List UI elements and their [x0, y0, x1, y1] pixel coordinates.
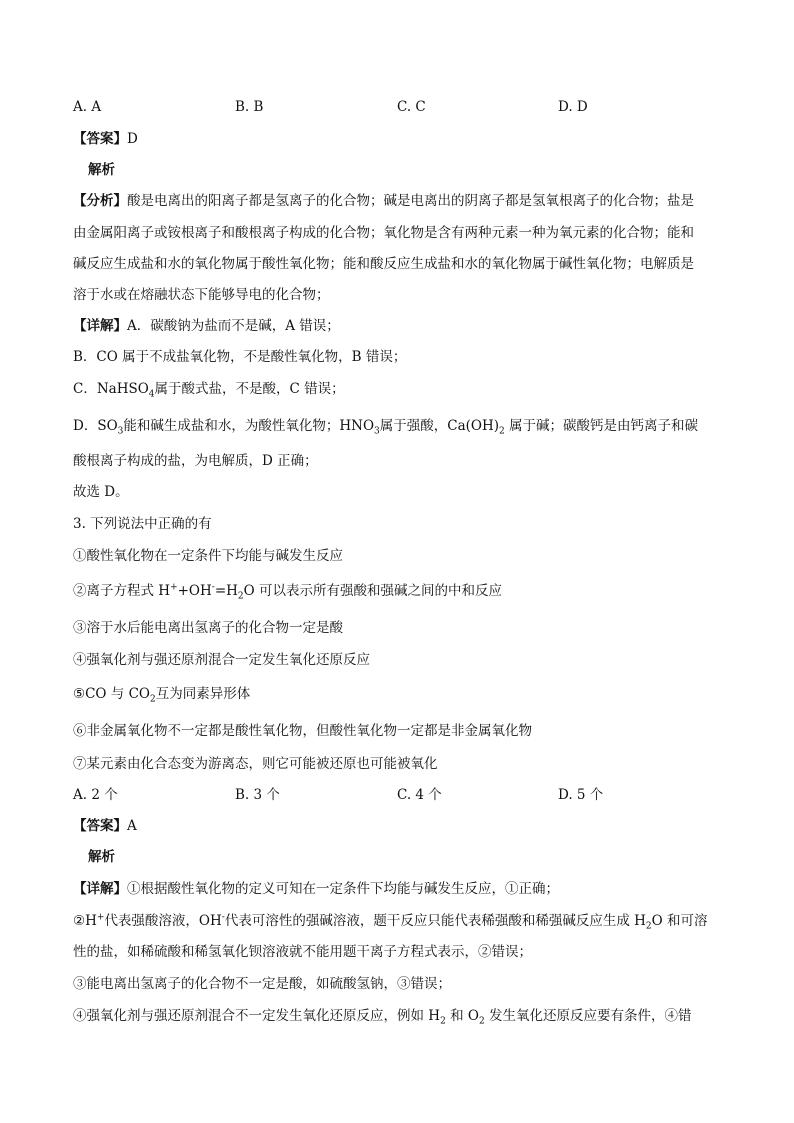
detail-line-5	[73, 1006, 692, 1026]
statement-7: ⑦某元素由化合态变为游离态，则它可能被还原也可能被氧化	[73, 756, 438, 772]
detail-line-2	[73, 911, 708, 931]
detail-line-c	[73, 379, 345, 399]
detail-d-formula: Ca(OH)	[447, 418, 500, 434]
detail-a-text: A．碳酸钠为盐而不是碱，A 错误；	[127, 318, 340, 334]
option-a: A. 2 个	[73, 787, 118, 803]
detail-tag: 【详解】	[73, 318, 127, 334]
detail-d-part: 属于碱；碳酸钙是由钙离子和碳	[504, 418, 699, 434]
statement-2-part: =H	[214, 583, 238, 599]
detail-d-part: D．SO	[73, 418, 118, 434]
answer-line	[73, 816, 137, 836]
detail-sup: -	[221, 912, 225, 923]
detail-sub: 2	[440, 1016, 446, 1027]
analysis-tag: 【分析】	[73, 193, 127, 209]
detail-line-d1	[73, 416, 698, 436]
statement-1: ①酸性氧化物在一定条件下均能与碱发生反应	[73, 548, 343, 564]
detail-d-sub: 3	[117, 426, 124, 437]
answer-value: A	[127, 818, 137, 834]
statement-2	[73, 581, 502, 601]
analysis-line-2: 由金属阳离子或铵根离子和酸根离子构成的化合物；氧化物是含有两种元素一种为氧元素的化合物；能和	[73, 225, 694, 241]
detail-line-4: ③能电离出氢离子的化合物不一定是酸，如硫酸氢钠，③错误；	[73, 976, 451, 992]
statement-5	[73, 684, 250, 704]
option-d: D. D	[558, 99, 588, 115]
detail-d-part: 属于强酸，	[379, 418, 448, 434]
question-3-stem: 3. 下列说法中正确的有	[73, 516, 212, 532]
detail-c-part: 属于酸式盐，不是酸，C 错误；	[154, 381, 345, 397]
option-b: B. 3 个	[235, 787, 280, 803]
statement-2-sup: -	[211, 582, 215, 593]
detail-d-part: 能和碱生成盐和水，为酸性氧化物；HNO	[123, 418, 375, 434]
statement-4: ④强氧化剂与强还原剂混合一定发生氧化还原反应	[73, 652, 370, 668]
answer-tag: 【答案】	[73, 818, 127, 834]
answer-value: D	[127, 131, 138, 147]
detail-sub: 2	[645, 921, 652, 932]
detail-d-sub: 2	[499, 426, 505, 437]
statement-2-part: ②离子方程式 H	[73, 583, 171, 599]
option-c: C. 4 个	[397, 787, 442, 803]
detail-tag: 【详解】	[73, 881, 127, 897]
detail-line-a	[73, 316, 340, 336]
statement-5-part: 互为同素异形体	[155, 686, 251, 702]
option-b: B. B	[235, 99, 264, 115]
detail-line-3: 性的盐，如稀硫酸和稀氢氧化钡溶液就不能用题干离子方程式表示，②错误；	[73, 944, 532, 960]
detail-d-sub: 3	[374, 426, 380, 437]
option-c: C. C	[397, 99, 426, 115]
statement-2-sub: 2	[237, 591, 244, 602]
detail-sub: 2	[478, 1016, 485, 1027]
analysis-line-1	[73, 191, 694, 211]
statement-2-part: +OH	[177, 583, 212, 599]
detail-line-1	[73, 879, 559, 899]
statement-6: ⑥非金属氧化物不一定都是酸性氧化物，但酸性氧化物一定都是非金属氧化物	[73, 723, 532, 739]
detail-c-part: C．NaHSO	[73, 381, 149, 397]
statement-5-part: ⑤CO 与 CO	[73, 686, 150, 702]
analysis-line-4: 溶于水或在熔融状态下能够导电的化合物；	[73, 287, 330, 303]
answer-line	[73, 129, 138, 149]
detail-part: ②H	[73, 913, 97, 929]
detail-sup: +	[96, 912, 105, 923]
analysis-title: 解析	[88, 162, 115, 178]
detail-line-b: B．CO 属于不成盐氧化物，不是酸性氧化物，B 错误；	[73, 349, 407, 365]
detail-part: ④强氧化剂与强还原剂混合不一定发生氧化还原反应，例如 H	[73, 1008, 441, 1024]
option-d: D. 5 个	[558, 787, 604, 803]
detail-part: 代表强酸溶液，OH	[104, 913, 222, 929]
detail-text: ①根据酸性氧化物的定义可知在一定条件下均能与碱发生反应，①正确；	[127, 881, 559, 897]
analysis-title: 解析	[88, 849, 115, 865]
detail-line-d2: 酸根离子构成的盐，为电解质，D 正确；	[73, 453, 318, 469]
conclusion: 故选 D。	[73, 484, 129, 500]
statement-3: ③溶于水后能电离出氢离子的化合物一定是酸	[73, 620, 343, 636]
answer-tag: 【答案】	[73, 131, 127, 147]
detail-part: O 和可溶	[651, 913, 708, 929]
statement-2-sup: +	[170, 582, 178, 593]
analysis-text: 酸是电离出的阳离子都是氢离子的化合物；碱是电离出的阴离子都是氢氧根离子的化合物；盐是	[127, 193, 694, 209]
detail-part: 和 O	[445, 1008, 479, 1024]
statement-2-part: O 可以表示所有强酸和强碱之间的中和反应	[243, 583, 503, 599]
detail-c-sub: 4	[148, 389, 155, 400]
statement-5-sub: 2	[149, 694, 156, 705]
detail-part: 发生氧化还原反应要有条件，④错	[484, 1008, 692, 1024]
detail-part: 代表可溶性的强碱溶液，题干反应只能代表稀强酸和稀强碱反应生成 H	[224, 913, 646, 929]
analysis-line-3: 碱反应生成盐和水的氧化物属于酸性氧化物；能和酸反应生成盐和水的氧化物属于碱性氧化物；电解质是	[73, 256, 694, 272]
option-a: A. A	[73, 99, 102, 115]
